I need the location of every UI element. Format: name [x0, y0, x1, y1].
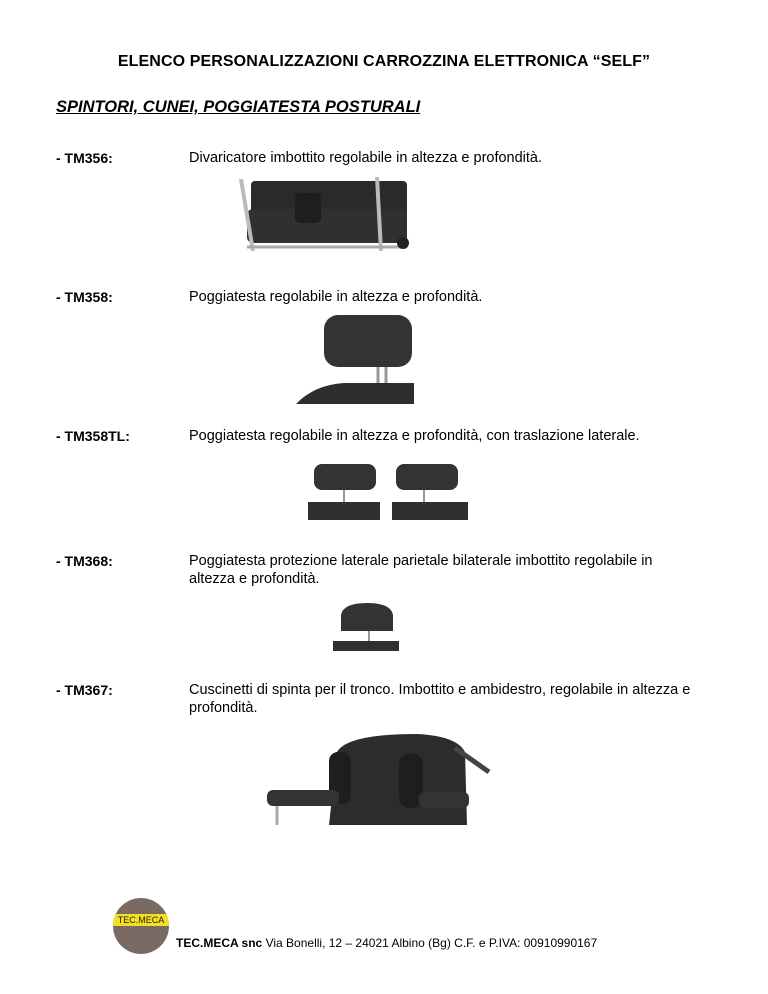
logo-text: TEC.MECA	[113, 914, 169, 926]
headrest-photo	[294, 313, 418, 404]
item-code: - TM358:	[56, 289, 113, 305]
abductor-photo	[237, 171, 413, 255]
trunk-pads-photo	[267, 732, 492, 825]
footer-address: Via Bonelli, 12 – 24021 Albino (Bg) C.F. e P.IVA: 00910990167	[265, 936, 598, 950]
parietal-headrest-photo	[333, 601, 399, 651]
item-code: - TM368:	[56, 553, 113, 569]
item-description: Poggiatesta regolabile in altezza e profondità, con traslazione laterale.	[189, 428, 640, 444]
item-code: - TM367:	[56, 682, 113, 698]
item-description: Poggiatesta regolabile in altezza e profondità.	[189, 289, 483, 305]
item-description: Cuscinetti di spinta per il tronco. Imbottito e ambidestro, regolabile in altezza e profondità.	[189, 682, 691, 716]
item-description: Poggiatesta protezione laterale parietale bilaterale imbottito regolabile in altezza e profondità.	[189, 553, 653, 587]
item-code: - TM358TL:	[56, 428, 130, 444]
headrest-lateral-photo	[308, 460, 468, 520]
footer	[176, 936, 597, 950]
footer-company: TEC.MECA snc	[176, 936, 263, 950]
company-logo	[113, 898, 169, 954]
section-heading: SPINTORI, CUNEI, POGGIATESTA POSTURALI	[56, 98, 421, 116]
item-description: Divaricatore imbottito regolabile in altezza e profondità.	[189, 150, 543, 166]
item-code: - TM356:	[56, 150, 113, 166]
page-title: ELENCO PERSONALIZZAZIONI CARROZZINA ELETTRONICA “SELF”	[117, 53, 651, 70]
